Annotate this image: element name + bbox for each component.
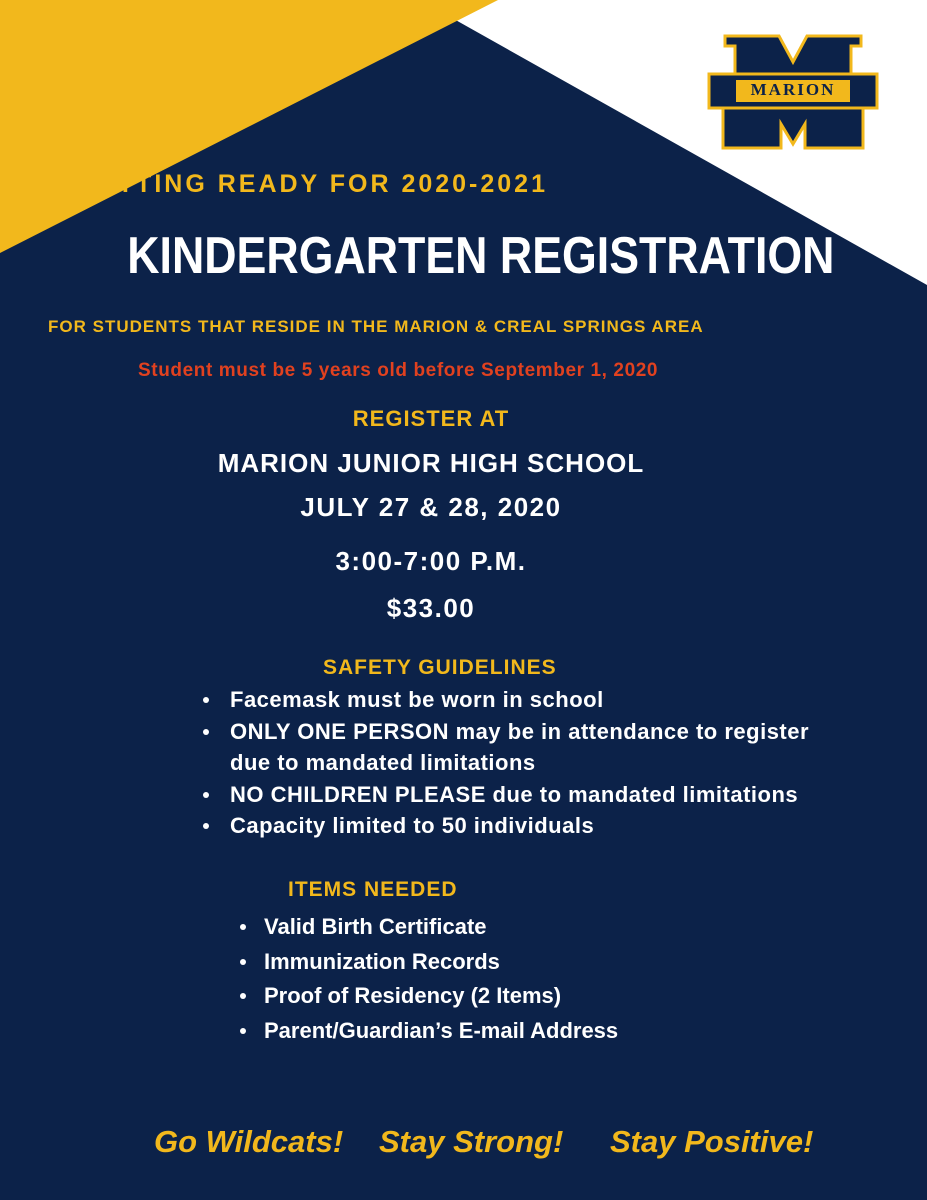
list-item: NO CHILDREN PLEASE due to mandated limitations: [230, 779, 850, 811]
items-needed-heading: ITEMS NEEDED: [288, 878, 458, 901]
list-item: Proof of Residency (2 Items): [264, 979, 784, 1014]
event-dates: JULY 27 & 28, 2020: [300, 492, 562, 522]
list-item: Parent/Guardian’s E-mail Address: [264, 1014, 784, 1049]
list-item: Facemask must be worn in school: [230, 684, 850, 716]
safety-guidelines-list: [230, 684, 850, 842]
list-item: Immunization Records: [264, 945, 784, 980]
footer-slogan-stay-positive: Stay Positive!: [610, 1124, 814, 1159]
event-time: 3:00-7:00 P.M.: [335, 546, 527, 576]
page-title: KINDERGARTEN REGISTRATION: [127, 227, 835, 285]
age-requirement-note: Student must be 5 years old before September 1, 2020: [138, 360, 659, 381]
logo-text: MARION: [750, 80, 836, 99]
event-location: MARION JUNIOR HIGH SCHOOL: [217, 448, 645, 478]
footer-slogan-go-wildcats: Go Wildcats!: [154, 1124, 344, 1159]
register-at-label: REGISTER AT: [352, 406, 510, 431]
list-item: Capacity limited to 50 individuals: [230, 810, 850, 842]
list-item: Valid Birth Certificate: [264, 910, 784, 945]
list-item: ONLY ONE PERSON may be in attendance to register due to mandated limitations: [230, 716, 850, 779]
gold-corner-shape: [0, 0, 498, 253]
footer-slogan-stay-strong: Stay Strong!: [379, 1124, 564, 1159]
eligibility-subtitle: FOR STUDENTS THAT RESIDE IN THE MARION & CREAL SPRINGS AREA: [48, 317, 704, 336]
safety-guidelines-heading: SAFETY GUIDELINES: [323, 656, 557, 679]
registration-fee: $33.00: [386, 593, 476, 623]
items-needed-list: [264, 910, 784, 1048]
